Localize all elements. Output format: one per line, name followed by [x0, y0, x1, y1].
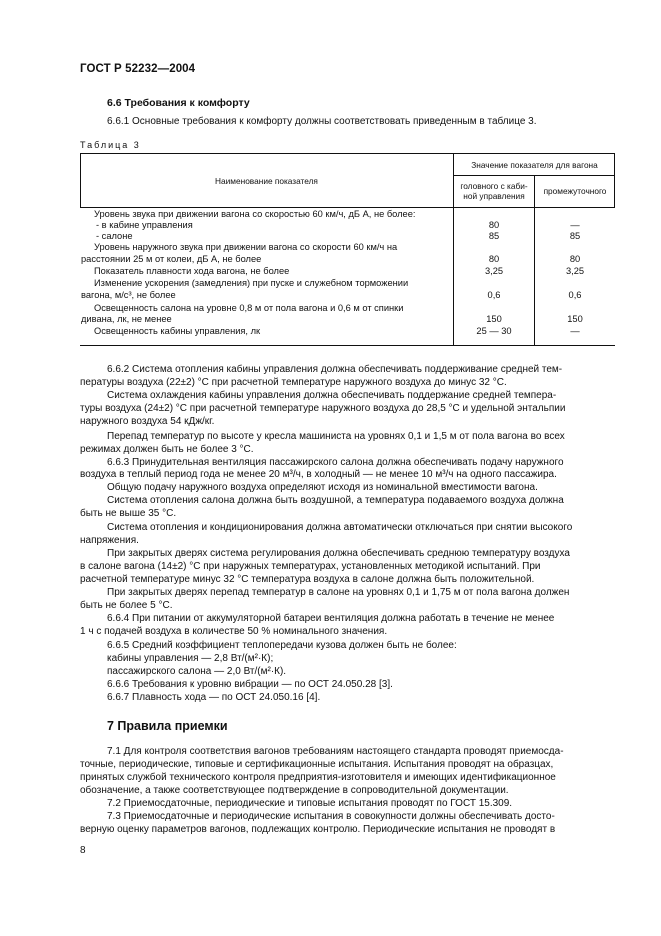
table-cell-head: 25 — 30: [476, 326, 512, 336]
table-cell-mid: 85: [569, 231, 581, 241]
table-cell-mid: 150: [567, 314, 583, 324]
page-number: 8: [80, 845, 86, 856]
paragraph-line: напряжения.: [80, 535, 139, 546]
table-row-label: Уровень наружного звука при движении вагона со скорости 60 км/ч на: [94, 242, 398, 252]
paragraph-line: При закрытых дверях система регулирования должна обеспечивать среднюю температуру воздуха: [107, 548, 570, 559]
table-cell-head: 150: [486, 314, 502, 324]
table-row-label: Изменение ускорения (замедления) при пуске и служебном торможении: [94, 278, 409, 288]
paragraph-line: пассажирского салона — 2,0 Вт/(м²·К).: [107, 666, 287, 677]
paragraph-line: туры воздуха (24±2) °С при расчетной температуре наружного воздуха до 28,5 °С и удельной энтальпии: [80, 403, 566, 414]
table-row-label: Освещенность кабины управления, лк: [94, 326, 261, 336]
table-row-label: - в кабине управления: [96, 220, 193, 230]
section-heading-6-6: 6.6 Требования к комфорту: [107, 97, 250, 109]
column-header-group: Значение показателя для вагона: [471, 160, 598, 170]
paragraph-line: быть не выше 35 °С.: [80, 508, 177, 519]
paragraph-line: 7.3 Приемосдаточные и периодические испытания в совокупности должны обеспечивать досто-: [107, 811, 555, 822]
paragraph-line: воздуха в теплый период года не менее 20 м³/ч, в холодный — не менее 10 м³/ч на одного пассажира.: [80, 469, 557, 480]
comfort-table: [80, 153, 615, 346]
paragraph-line: режимах должен быть не более 3 °С.: [80, 444, 254, 455]
table-row-label: Уровень звука при движении вагона со скоростью 60 км/ч, дБ A, не более:: [94, 209, 416, 219]
section-heading-7: 7 Правила приемки: [107, 719, 228, 733]
table-row-label: дивана, лк, не менее: [81, 314, 172, 324]
paragraph-line: обозначение, а также соответствующее подтверждение в сопроводительной документации.: [80, 785, 509, 796]
column-header-intermediate: промежуточного: [543, 186, 607, 196]
paragraph-line: 6.6.3 Принудительная вентиляция пассажирского салона должна обеспечивать подачу наружного: [107, 457, 564, 468]
paragraph-line: 6.6.2 Система отопления кабины управления должна обеспечивать поддерживание средней тем-: [107, 364, 563, 375]
table-row-label: Освещенность салона на уровне 0,8 м от пола вагона и 0,6 м от спинки: [94, 303, 404, 313]
paragraph-line: Система отопления и кондиционирования должна автоматически отключаться при снятии высокого: [107, 522, 573, 533]
paragraph-line: пературы воздуха (22±2) °С при расчетной температуре наружного воздуха до минус 32 °С.: [80, 377, 507, 388]
intro-paragraph: 6.6.1 Основные требования к комфорту должны соответствовать приведенным в таблице 3.: [107, 116, 537, 127]
paragraph-line: точные, периодические, типовые и сертификационные испытания. Испытания проводят на образцах,: [80, 759, 554, 770]
paragraph-line: быть не более 5 °С.: [80, 600, 173, 611]
table-row-label: расстоянии 25 м от колеи, дБ A, не более: [81, 254, 262, 264]
column-header-head-line1: головного с каби-: [460, 181, 528, 191]
paragraph-line: При закрытых дверях перепад температур в салоне на уровнях 0,1 и 1,75 м от пола вагона должен: [107, 587, 570, 598]
paragraph-line: 6.6.6 Требования к уровню вибрации — по ОСТ 24.050.28 [3].: [107, 679, 393, 690]
document-header: ГОСТ Р 52232—2004: [80, 63, 196, 75]
paragraph-line: 6.6.7 Плавность хода — по ОСТ 24.050.16 [4].: [107, 692, 321, 703]
table-cell-mid: 80: [569, 254, 581, 264]
column-header-head-line2: ной управления: [463, 191, 525, 201]
paragraph-line: 7.1 Для контроля соответствия вагонов требованиям настоящего стандарта проводят приемосда-: [107, 746, 564, 757]
table-cell-mid: —: [570, 326, 580, 336]
paragraph-line: кабины управления — 2,8 Вт/(м²·К);: [107, 653, 274, 664]
table-cell-head: 80: [488, 220, 500, 230]
table-row-label: - салоне: [96, 231, 133, 241]
table-cell-head: 80: [488, 254, 500, 264]
table-caption: Таблица 3: [80, 140, 141, 150]
column-header-name: Наименование показателя: [215, 176, 318, 186]
paragraph-line: 1 ч с подачей воздуха в количестве 50 % номинального значения.: [80, 626, 388, 637]
table-cell-mid: 0,6: [568, 290, 582, 300]
paragraph-line: Общую подачу наружного воздуха определяют исходя из номинальной вместимости вагона.: [107, 482, 538, 493]
table-cell-head: 85: [488, 231, 500, 241]
paragraph-line: 6.6.4 При питании от аккумуляторной батареи вентиляция должна работать в течение не менее: [107, 613, 555, 624]
table-cell-mid: —: [570, 220, 580, 230]
paragraph-line: Перепад температур по высоте у кресла машиниста на уровнях 0,1 и 1,5 м от пола вагона во всех: [107, 431, 565, 442]
paragraph-line: принятых службой технического контроля предприятия-изготовителя и имеющих идентификационное: [80, 772, 556, 783]
table-cell-head: 3,25: [484, 266, 504, 276]
paragraph-line: в салоне вагона (14±2) °С при наружных температурах, установленных методикой испытаний. При: [80, 561, 541, 572]
table-row-label: Показатель плавности хода вагона, не более: [94, 266, 290, 276]
paragraph-line: 7.2 Приемосдаточные, периодические и типовые испытания проводят по ГОСТ 15.309.: [107, 798, 513, 809]
table-cell-mid: 3,25: [565, 266, 585, 276]
paragraph-line: расчетной температуре минус 32 °С температура воздуха в салоне должна быть положительной.: [80, 574, 535, 585]
paragraph-line: Система охлаждения кабины управления должна обеспечивать поддержание средней темпера-: [107, 390, 557, 401]
paragraph-line: верную оценку параметров вагонов, подлежащих контролю. Периодические испытания не проводят в: [80, 824, 556, 835]
table-row-label: вагона, м/с³, не более: [81, 290, 176, 300]
paragraph-line: 6.6.5 Средний коэффициент теплопередачи кузова должен быть не более:: [107, 640, 457, 651]
paragraph-line: Система отопления салона должна быть воздушной, а температура подаваемого воздуха должна: [107, 495, 564, 506]
paragraph-line: наружного воздуха 54 кДж/кг.: [80, 416, 215, 427]
table-cell-head: 0,6: [487, 290, 501, 300]
